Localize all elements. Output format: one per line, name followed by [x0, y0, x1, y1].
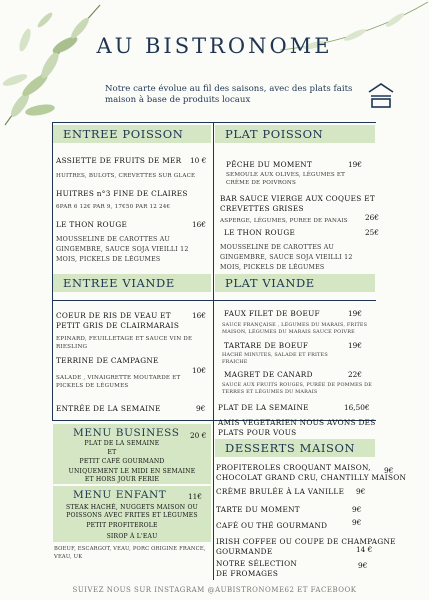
origin-note: BOEUF, ESCARGOT, VEAU, PORC ORIGINE FRANCE, [54, 546, 206, 552]
menu-enfant-line: STEAK HACHÉ, NUGGETS MAISON OU [65, 504, 199, 511]
divider [52, 122, 376, 123]
menu-business-line: ET HORS JOUR FERIE [84, 476, 160, 483]
divider [52, 300, 376, 301]
menu-business-title: MENU BUSINESS [73, 427, 180, 439]
menu-item-description: EPINARD, FEUILLETAGE ET SAUCE VIN DE [56, 336, 193, 342]
menu-item-description: MOUSSELINE DE CAROTTES AU [56, 236, 171, 243]
menu-item-description: HUITRES, BULOTS, CREVETTES SUR GLACE [56, 173, 196, 179]
menu-item-price: 26€ [365, 213, 379, 222]
vegetarian-note: PLATS POUR VOUS [218, 428, 297, 437]
menu-enfant-title: MENU ENFANT [73, 489, 167, 501]
menu-item-description: PICKELS DE LÉGUMES [56, 383, 129, 389]
menu-item-description: TERRES ET LÉGUMES DU MARAIS [222, 389, 318, 395]
menu-item-name: TARTARE DE BOEUF [224, 341, 309, 350]
entree-viande-header: ENTREE VIANDE [53, 274, 211, 292]
menu-item-price: 14 € [356, 545, 373, 554]
menu-item-price: 19€ [348, 309, 362, 318]
menu-item-name: DE FROMAGES [216, 569, 279, 578]
menu-item-name: PÊCHE DU MOMENT [226, 160, 313, 169]
menu-item-price: 9€ [384, 466, 394, 475]
menu-item-price: 10€ [192, 366, 206, 375]
menu-item-name: LE THON ROUGE [224, 228, 296, 237]
plat-poisson-header: PLAT POISSON [215, 125, 375, 143]
menu-item-name: PLAT DE LA SEMAINE [218, 403, 309, 412]
menu-item-description: MOIS, PICKELS DE LÉGUMES [220, 264, 325, 271]
menu-item-name: IRISH COFFEE OU COUPE DE CHAMPAGNE [216, 537, 396, 546]
menu-item-name: ASSIETTE DE FRUITS DE MER [56, 156, 182, 165]
house-logo-icon [367, 82, 395, 108]
menu-item-name: PROFITEROLES CROQUANT MAISON, [216, 463, 371, 472]
divider [52, 300, 53, 420]
menu-item-name: BAR SAUCE VIERGE AUX COQUES ET [220, 194, 376, 203]
menu-enfant-line: POISSONS AVEC FRITES ET LÉGUMES [66, 512, 198, 519]
menu-enfant-price: 11€ [188, 492, 202, 501]
menu-item-name: CHOCOLAT GRAND CRU, CHANTILLY MAISON [216, 473, 407, 482]
menu-item-description: ASPERGE, LÉGUMES, PUREE DE PANAIS [220, 218, 348, 224]
menu-item-name: HUITRES n°3 FINE DE CLAIRES [56, 189, 188, 198]
menu-business-line: UNIQUEMENT LE MIDI EN SEMAINE [68, 468, 196, 475]
menu-item-description: CRÈME DE POIVRONS [226, 180, 297, 186]
menu-item-description: GINGEMBRE, SAUCE SOJA VIEILLI 12 [220, 254, 353, 261]
menu-item-price: 9€ [352, 518, 362, 527]
menu-item-name: TARTE DU MOMENT [216, 505, 300, 514]
entree-poisson-header: ENTREE POISSON [53, 125, 211, 143]
vegetarian-note: AMIS VEGETARIEN NOUS AVONS DES [218, 418, 376, 427]
menu-item-price: 9€ [358, 561, 368, 570]
menu-enfant-line: PETIT PROFITEROLE [86, 522, 158, 529]
menu-item-name: GOURMANDE [216, 547, 273, 556]
intro-text: Notre carte évolue au fil des saisons, avec des plats faits maison à base de produits locaux [105, 84, 353, 105]
menu-item-description: FRAICHE [222, 359, 248, 365]
menu-item-description: SEMOULE AUX OLIVES, LÉGUMES ET [226, 172, 346, 178]
menu-item-name: ENTRÉE DE LA SEMAINE [56, 404, 161, 413]
divider [213, 300, 214, 420]
menu-business-line: ET [107, 449, 117, 456]
menu-item-price: 19€ [348, 341, 362, 350]
menu-item-price: 9€ [196, 404, 206, 413]
menu-business-price: 20 € [190, 431, 207, 440]
menu-item-description: GINGEMBRE, SAUCE SOJA VIEILLI 12 [56, 246, 189, 253]
leaf-branch-decoration [0, 0, 110, 130]
menu-item-description: MAISON, LÉGUMES DU MARAIS SAUCE POIVRE [222, 329, 355, 335]
menu-item-description: SALADE , VINAIGRETTE MOUTARDE ET [56, 375, 181, 381]
plat-viande-header: PLAT VIANDE [215, 274, 375, 292]
menu-item-name: FAUX FILET DE BOEUF [224, 309, 320, 318]
menu-enfant-line: SIROP À L'EAU [106, 533, 158, 540]
menu-item-name: MAGRET DE CANARD [224, 370, 313, 379]
menu-item-name: CREVETTES GRISES [220, 204, 304, 213]
menu-item-description: 6PAR 6 12€ PAR 9, 17€50 PAR 12 24€ [56, 204, 171, 210]
menu-item-price: 9€ [356, 487, 366, 496]
origin-note: VEAU, UK [54, 554, 83, 560]
menu-business-line: PLAT DE LA SEMAINE [84, 440, 160, 447]
menu-item-name: PETIT GRIS DE CLAIRMARAIS [56, 321, 180, 330]
menu-item-price: 22€ [348, 370, 362, 379]
page-title: AU BISTRONOME [96, 34, 333, 58]
menu-item-description: SAUCE AUX FRUITS ROUGES, PURÉE DE POMMES DE [222, 382, 373, 388]
social-footer: SUIVEZ NOUS SUR INSTAGRAM @AUBISTRONOME62 ET FACEBOOK [72, 586, 357, 594]
menu-item-name: NOTRE SÉLECTION [216, 559, 298, 568]
menu-item-price: 25€ [365, 228, 379, 237]
menu-business-line: PETIT CAFÉ GOURMAND [79, 458, 165, 465]
menu-item-price: 16€ [192, 220, 206, 229]
menu-item-name: COEUR DE RIS DE VEAU ET [56, 311, 171, 320]
menu-item-description: MOUSSELINE DE CAROTTES AU [220, 244, 335, 251]
menu-item-name: CRÈME BRULÉE À LA VANILLE [216, 487, 345, 496]
menu-item-price: 16€ [192, 311, 206, 320]
menu-item-description: RIESLING [56, 344, 88, 350]
menu-item-name: CAFÉ OU THÉ GOURMAND [216, 521, 328, 530]
menu-item-description: HACHÉ MINUTES, SALADE ET FRITES [222, 352, 328, 358]
menu-item-price: 16,50€ [344, 403, 370, 412]
menu-item-description: MOIS, PICKELS DE LÉGUMES [56, 256, 161, 263]
menu-item-description: SAUCE FRANÇAISE , LÉGUMES DU MARAIS, FRITES [222, 322, 368, 328]
divider [213, 122, 214, 300]
menu-item-name: TERRINE DE CAMPAGNE [56, 356, 159, 365]
menu-item-name: LE THON ROUGE [56, 220, 128, 229]
menu-item-price: 19€ [348, 160, 362, 169]
divider [213, 420, 214, 580]
desserts-header: DESSERTS MAISON [215, 439, 375, 457]
menu-item-price: 10 € [190, 156, 207, 165]
menu-item-price: 9€ [352, 505, 362, 514]
